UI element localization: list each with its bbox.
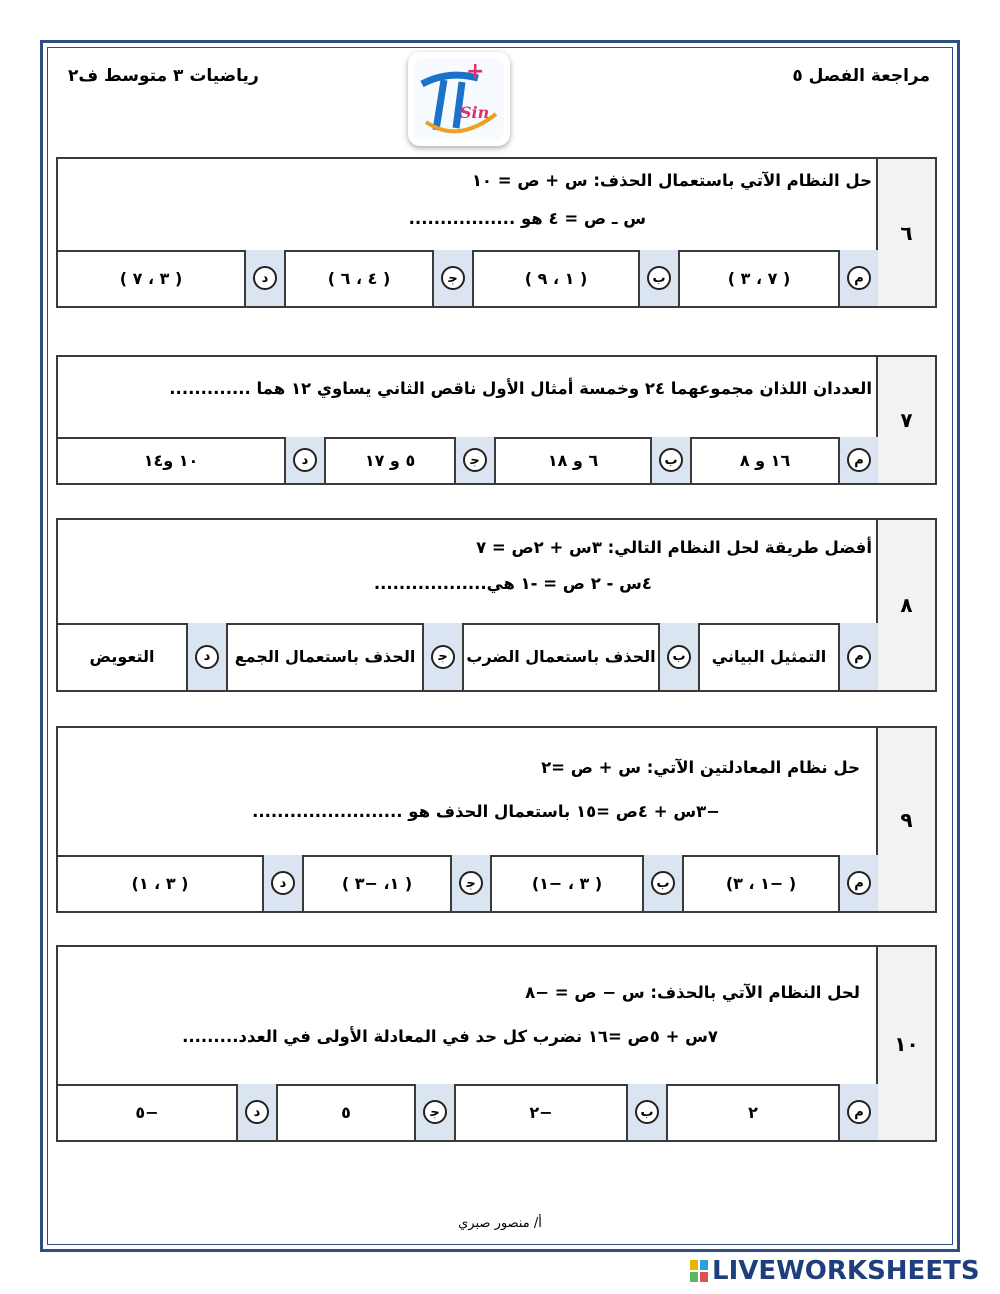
option-b-value[interactable]: −٢: [454, 1084, 626, 1140]
option-b-label[interactable]: [658, 623, 698, 690]
svg-text:+: +: [466, 59, 485, 84]
options-row: [58, 250, 878, 306]
option-a-value[interactable]: ٢: [666, 1084, 838, 1140]
option-a-value[interactable]: ١٦ و ٨: [690, 437, 838, 483]
question-6: [56, 157, 937, 308]
option-letter: ﻡ: [847, 1100, 871, 1124]
option-letter: ب: [667, 645, 691, 669]
question-stem: [58, 520, 878, 625]
question-9: [56, 726, 937, 913]
stem-line-2: −٣س + ٤ص =١٥ باستعمال الحذف هو ........................: [252, 802, 720, 821]
option-c-label[interactable]: [450, 855, 490, 911]
option-letter: د: [293, 448, 317, 472]
question-number: ٧: [876, 357, 935, 483]
option-d-value[interactable]: ١٠ و١٤: [143, 450, 199, 470]
liveworksheets-brand[interactable]: [712, 1256, 980, 1286]
option-a-value[interactable]: ( −١ ، ٣): [682, 855, 838, 911]
option-b-label[interactable]: [642, 855, 682, 911]
stem-line-2: ٤س - ٢ ص = -١ هي..................: [373, 574, 652, 593]
option-a-label[interactable]: [838, 623, 878, 690]
options-row: [58, 1084, 878, 1140]
option-b-label[interactable]: [638, 250, 678, 306]
option-c-value[interactable]: ( ٤ ، ٦ ): [284, 250, 432, 306]
option-a-value[interactable]: ( ٧ ، ٣ ): [678, 250, 838, 306]
option-b-label[interactable]: [650, 437, 690, 483]
logo-graphic: [408, 52, 510, 146]
liveworksheets-logo-icon: [690, 1260, 708, 1282]
stem-line-1: أفضل طريقة لحل النظام التالي: ٣س + ٢ص = ٧: [476, 538, 872, 557]
option-a-label[interactable]: [838, 437, 878, 483]
option-d-label[interactable]: [262, 855, 302, 911]
option-a-label[interactable]: [838, 250, 878, 306]
option-letter: ﻡ: [847, 448, 871, 472]
option-letter: ﺟ: [441, 266, 465, 290]
question-10: [56, 945, 937, 1142]
stem-line-1: حل نظام المعادلتين الآتي: س + ص =٢: [541, 758, 860, 777]
stem-line-1: العددان اللذان مجموعهما ٢٤ وخمسة أمثال الأول ناقص الثاني يساوي ١٢ هما .............: [169, 379, 872, 398]
question-stem: [58, 947, 878, 1086]
stem-line-2: ٧س + ٥ص =١٦ نضرب كل حد في المعادلة الأولى في العدد.........: [182, 1027, 718, 1046]
question-8: [56, 518, 937, 692]
option-letter: ﻡ: [847, 871, 871, 895]
brand-text: LIVEWORKSHEETS: [712, 1256, 980, 1286]
option-letter: ﺟ: [423, 1100, 447, 1124]
option-c-label[interactable]: [432, 250, 472, 306]
option-c-label[interactable]: [414, 1084, 454, 1140]
option-b-value[interactable]: ٦ و ١٨: [494, 437, 650, 483]
option-letter: ﻡ: [847, 266, 871, 290]
option-d-value[interactable]: −٥: [135, 1102, 159, 1122]
option-d-label[interactable]: [284, 437, 324, 483]
question-stem: [58, 728, 878, 857]
option-letter: ﺟ: [459, 871, 483, 895]
option-d-value[interactable]: ( ٣ ، ٧ ): [119, 268, 183, 288]
option-b-value[interactable]: ( ١ ، ٩ ): [472, 250, 638, 306]
option-letter: ب: [647, 266, 671, 290]
question-7: [56, 355, 937, 485]
option-a-value[interactable]: التمثيل البياني: [698, 623, 838, 690]
stem-line-1: حل النظام الآتي باستعمال الحذف: س + ص = ١٠: [471, 171, 872, 190]
subject-title: رياضيات ٣ متوسط ف٢: [68, 66, 259, 86]
question-number: ٩: [876, 728, 935, 911]
options-row: [58, 855, 878, 911]
logo: [408, 52, 510, 146]
option-b-label[interactable]: [626, 1084, 666, 1140]
option-c-value[interactable]: الحذف باستعمال الجمع: [226, 623, 422, 690]
option-d-value[interactable]: ( ٣ ، ١): [131, 873, 189, 893]
option-letter: د: [195, 645, 219, 669]
option-letter: ﺟ: [463, 448, 487, 472]
stem-line-2: س ـ ص = ٤ هو .................: [408, 209, 646, 228]
question-stem: [58, 357, 878, 439]
option-d-label[interactable]: [244, 250, 284, 306]
question-number: ٦: [876, 159, 935, 306]
option-letter: ب: [651, 871, 675, 895]
option-letter: د: [271, 871, 295, 895]
option-letter: ب: [659, 448, 683, 472]
option-c-value[interactable]: ٥ و ١٧: [324, 437, 454, 483]
author-credit: أ/ منصور صبري: [458, 1216, 542, 1231]
option-letter: ﺟ: [431, 645, 455, 669]
question-number: ١٠: [876, 947, 935, 1140]
option-d-label[interactable]: [236, 1084, 276, 1140]
options-row: [58, 437, 878, 483]
option-a-label[interactable]: [838, 1084, 878, 1140]
option-b-value[interactable]: ( ٣ ، −١): [490, 855, 642, 911]
question-stem: [58, 159, 878, 252]
option-c-value[interactable]: ٥: [276, 1084, 414, 1140]
option-c-value[interactable]: ( ١، −٣ ): [302, 855, 450, 911]
stem-line-1: لحل النظام الآتي بالحذف: س − ص = −٨: [525, 983, 860, 1002]
option-c-label[interactable]: [422, 623, 462, 690]
options-row: [58, 623, 878, 690]
option-d-label[interactable]: [186, 623, 226, 690]
question-number: ٨: [876, 520, 935, 690]
option-letter: د: [253, 266, 277, 290]
logo-text: Sin: [460, 103, 490, 122]
option-d-value[interactable]: التعويض: [89, 647, 155, 666]
option-letter: د: [245, 1100, 269, 1124]
option-a-label[interactable]: [838, 855, 878, 911]
option-c-label[interactable]: [454, 437, 494, 483]
option-letter: ب: [635, 1100, 659, 1124]
option-b-value[interactable]: الحذف باستعمال الضرب: [462, 623, 658, 690]
option-letter: ﻡ: [847, 645, 871, 669]
chapter-title: مراجعة الفصل ٥: [792, 66, 930, 86]
